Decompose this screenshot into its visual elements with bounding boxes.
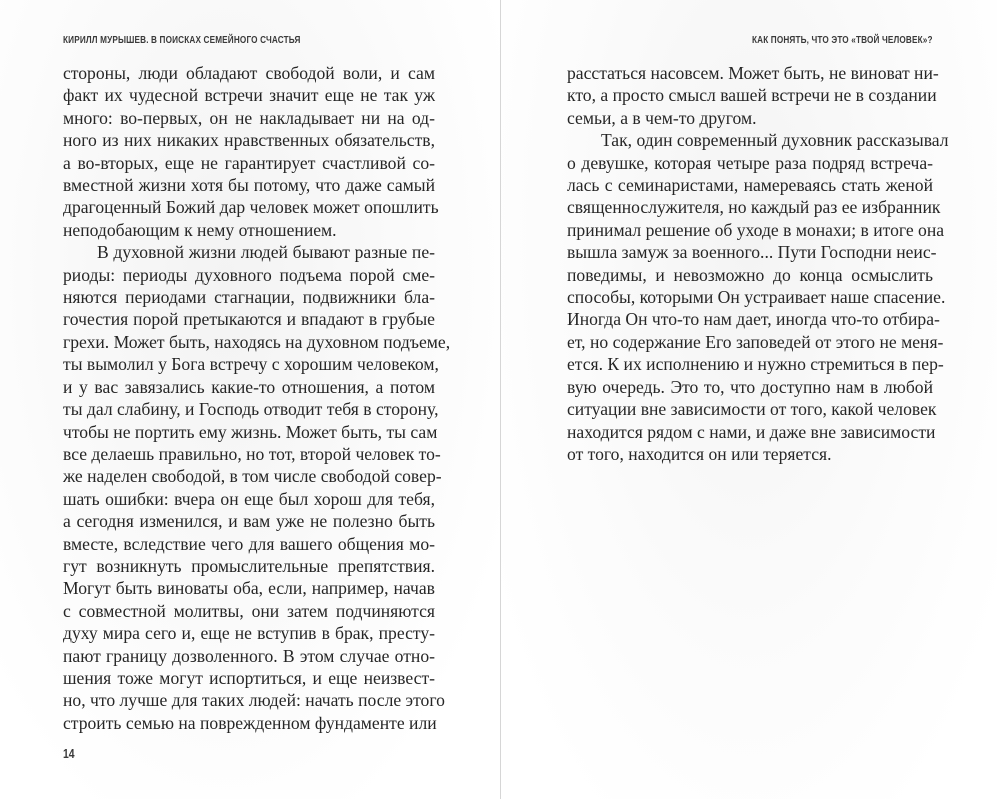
text-line: поведимы, и невозможно до конца осмыслить (567, 264, 933, 285)
text-line: шать ошибки: вчера он еще был хорош для тебя, (63, 488, 435, 509)
text-line: а сегодня изменился, и вам уже не полезно быть (63, 511, 435, 532)
text-line: грехи. Может быть, находясь на духовном подъеме, (63, 331, 451, 352)
text-line: Иногда Он что-то нам дает, иногда что-то отбира- (567, 309, 940, 330)
text-line: вместе, вследствие чего для вашего общения мо- (63, 533, 435, 554)
text-line: неподобающим к нему отношением. (63, 219, 337, 240)
text-line: с совместной молитвы, они затем подчиняются (63, 600, 435, 621)
text-line: риоды: периоды духовного подъема порой сме- (63, 264, 435, 285)
text-line: драгоценный Божий дар человек может опошлить (63, 197, 439, 218)
text-line: пают границу дозволенного. В этом случае отно- (63, 645, 435, 666)
text-line: строить семью на поврежденном фундаменте или (63, 712, 437, 733)
text-line: ет, но содержание Его заповедей от этого не меня- (567, 331, 944, 352)
text-line: няются периодами стагнации, подвижники бла- (63, 287, 435, 308)
text-line: факт их чудесной встречи значит еще не так уж (63, 85, 435, 106)
text-line: вышла замуж за военного... Пути Господни неис- (567, 242, 937, 263)
text-line: и у вас завязались какие-то отношения, а потом (63, 376, 435, 397)
text-line: семьи, а в чем-то другом. (567, 107, 757, 128)
left-page-body (63, 62, 451, 734)
text-line: но, что лучше для таких людей: начать после этого (63, 690, 445, 711)
text-line: священнослужителя, но каждый раз ее избранник (567, 197, 941, 218)
text-line: много: во-первых, он не накладывает ни на од- (63, 107, 435, 128)
text-line: о девушке, которая четыре раза подряд встреча- (567, 152, 933, 173)
text-line: ситуации вне зависимости от того, какой человек (567, 399, 937, 420)
text-line: а во-вторых, еще не гарантирует счастливой со- (63, 152, 435, 173)
text-line: лась с семинаристами, намереваясь стать женой (567, 175, 933, 196)
text-line: находится рядом с нами, и даже вне зависимости (567, 421, 936, 442)
left-running-head: КИРИЛЛ МУРЫШЕВ. В ПОИСКАХ СЕМЕЙНОГО СЧАСТЬЯ (63, 34, 301, 46)
text-line: Могут быть виноваты оба, если, например, начав (63, 578, 435, 599)
text-line: кто, а просто смысл вашей встречи не в создании (567, 85, 937, 106)
page-number: 14 (63, 746, 75, 761)
text-line: В духовной жизни людей бывают разные пе- (97, 242, 435, 263)
right-page-body (567, 62, 949, 465)
text-line: все делаешь правильно, но тот, второй человек то- (63, 443, 441, 464)
text-line: Так, один современный духовник рассказывал (601, 130, 949, 151)
text-line: гут возникнуть промыслительные препятствия. (63, 555, 435, 576)
text-line: от того, находится он или теряется. (567, 443, 832, 464)
text-line: гочестия порой претыкаются и впадают в грубые (63, 309, 435, 330)
right-running-head: КАК ПОНЯТЬ, ЧТО ЭТО «ТВОЙ ЧЕЛОВЕК»? (752, 34, 933, 46)
text-line: способы, которыми Он устраивает наше спасение. (567, 287, 946, 308)
text-line: шения тоже могут испортиться, и еще неизвест- (63, 667, 435, 688)
text-line: вместной жизни хотя бы потому, что даже самый (63, 175, 435, 196)
text-line: вую очередь. Это то, что доступно нам в любой (567, 376, 933, 397)
text-line: ты вымолил у Бога встречу с хорошим человеком, (63, 354, 439, 375)
text-line: духу мира сего и, еще не вступив в брак, престу- (63, 623, 435, 644)
text-line: ты дал слабину, и Господь отводит тебя в сторону, (63, 399, 439, 420)
text-line: стороны, люди обладают свободой воли, и сам (63, 63, 435, 83)
text-line: же наделен свободой, в том числе свободой совер- (63, 466, 442, 487)
text-line: чтобы не портить ему жизнь. Может быть, ты сам (63, 421, 438, 442)
text-line: принимал решение об уходе в монахи; в итоге она (567, 219, 945, 240)
text-line: ется. К их исполнению и нужно стремиться в пер- (567, 354, 944, 375)
text-line: ного из них никаких нравственных обязательств, (63, 130, 435, 151)
text-line: расстаться насовсем. Может быть, не виноват ни- (567, 63, 939, 83)
book-gutter (500, 0, 501, 799)
